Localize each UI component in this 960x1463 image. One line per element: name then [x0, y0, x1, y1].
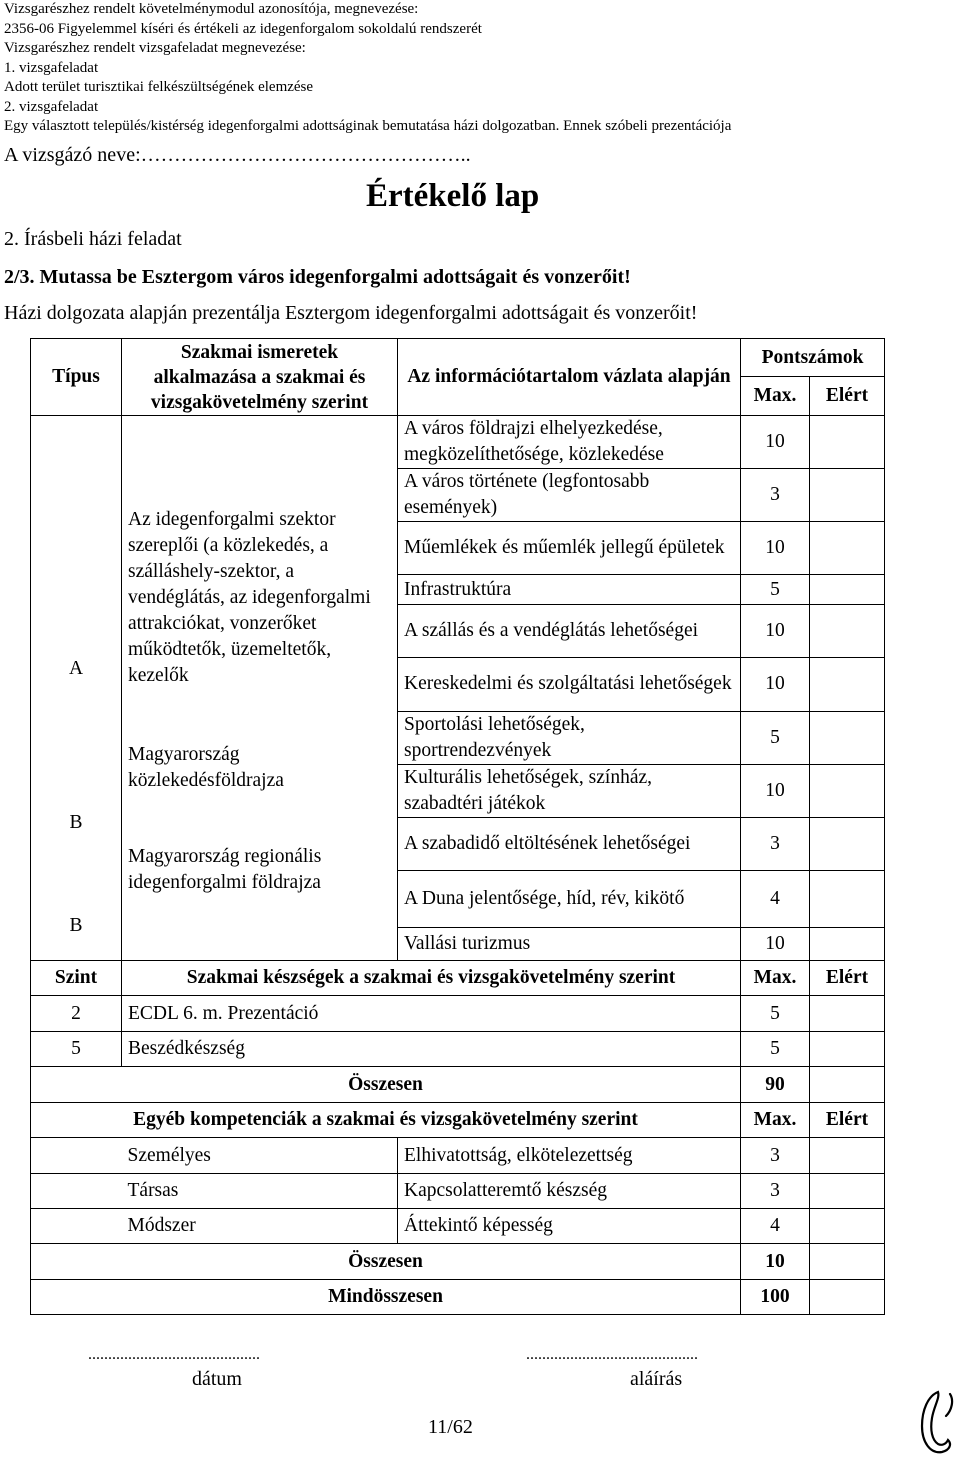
knowledge-item: Az idegenforgalmi szektor szereplői (a közlekedés, a szálláshely-szektor, a vendéglátás, az idegenforgalmi attrakciókat, vonzerőket működtetők, üzemeltetők, kezelők [128, 509, 371, 686]
task-sub: Házi dolgozata alapján prezentálja Esztergom idegenforgalmi adottságait és vonzerőit! [4, 302, 698, 324]
header-line: Vizsgarészhez rendelt vizsgafeladat megnevezése: [4, 40, 306, 56]
max-cell: 3 [741, 817, 810, 870]
total-row [31, 1067, 885, 1103]
type-b: B [69, 812, 83, 833]
comp-category: Módszer [122, 1209, 398, 1244]
page-title: Értékelő lap [366, 178, 540, 214]
header-line: 2356-06 Figyelemmel kíséri és értékeli az idegenforgalom sokoldalú rendszerét [4, 20, 482, 37]
task-label: 2. Írásbeli házi feladat [4, 228, 182, 250]
skills-header: Szakmai készségek a szakmai és vizsgakövetelmény szerint [122, 961, 741, 996]
header-line: Adott terület turisztikai felkészültségének elemzése [4, 79, 314, 95]
table-row [31, 996, 885, 1032]
comp-header-row [31, 1103, 885, 1138]
signature-field[interactable]: ........................................... [526, 1346, 698, 1363]
comp-header: Egyéb kompetenciák a szakmai és vizsgakövetelmény szerint [31, 1103, 741, 1138]
task-main: 2/3. Mutassa be Esztergom város idegenforgalmi adottságait és vonzerőit! [4, 266, 631, 288]
grand-total-value: 100 [741, 1280, 810, 1315]
max-header: Max. [741, 377, 810, 416]
table-row [31, 1174, 885, 1209]
achieved-cell[interactable] [810, 416, 885, 469]
achieved-cell[interactable] [810, 927, 885, 960]
topic-cell: A Duna jelentősége, híd, rév, kikötő [398, 870, 741, 927]
achieved-cell[interactable] [810, 575, 885, 605]
page-number: 11/62 [428, 1416, 473, 1438]
topic-cell: Műemlékek és műemlék jellegű épületek [398, 522, 741, 575]
max-cell: 5 [741, 996, 810, 1032]
topic-cell: Kulturális lehetőségek, színház, szabadtéri játékok [398, 764, 741, 817]
module-header [4, 0, 954, 137]
max-cell: 10 [741, 605, 810, 658]
achieved-cell[interactable] [810, 1244, 885, 1280]
table-row [31, 1032, 885, 1067]
header-line: Egy választott település/kistérség idegenforgalmi adottságinak bemutatása házi dolgozatban. Ennek szóbeli prezentációja [4, 118, 732, 134]
achieved-cell[interactable] [810, 711, 885, 764]
achieved-cell[interactable] [810, 1209, 885, 1244]
topic-cell: A város története (legfontosabb események) [398, 469, 741, 522]
evaluation-table [30, 338, 885, 1315]
achieved-cell[interactable] [810, 817, 885, 870]
max-cell: 10 [741, 764, 810, 817]
max-cell: 10 [741, 416, 810, 469]
max-cell: 10 [741, 522, 810, 575]
achieved-header: Elért [810, 1103, 885, 1138]
total-label: Összesen [31, 1244, 741, 1280]
candidate-name-field: A vizsgázó neve:………………………………………….. [4, 144, 471, 166]
max-cell: 10 [741, 927, 810, 960]
date-field[interactable]: ........................................... [88, 1346, 260, 1363]
topic-cell: Kereskedelmi és szolgáltatási lehetőségek [398, 658, 741, 711]
knowledge-item: Magyarország regionális idegenforgalmi földrajza [128, 846, 322, 893]
achieved-cell[interactable] [810, 1067, 885, 1103]
comp-name: Kapcsolatteremtő készség [398, 1174, 741, 1209]
grand-total-row [31, 1280, 885, 1315]
header-line: Vizsgarészhez rendelt követelménymodul azonosítója, megnevezése: [4, 1, 419, 17]
max-cell: 3 [741, 469, 810, 522]
max-header: Max. [741, 961, 810, 996]
max-cell: 4 [741, 870, 810, 927]
achieved-cell[interactable] [810, 658, 885, 711]
skill-name: ECDL 6. m. Prezentáció [122, 996, 741, 1032]
achieved-cell[interactable] [810, 469, 885, 522]
achieved-cell[interactable] [810, 764, 885, 817]
table-row [31, 1138, 885, 1174]
total-value: 90 [741, 1067, 810, 1103]
knowledge-item: Magyarország közlekedésföldrajza [128, 744, 284, 791]
achieved-header: Elért [810, 961, 885, 996]
topic-cell: A szabadidő eltöltésének lehetőségei [398, 817, 741, 870]
achieved-cell[interactable] [810, 1280, 885, 1315]
max-cell: 5 [741, 575, 810, 605]
header-line: 2. vizsgafeladat [4, 98, 99, 115]
comp-category: Társas [122, 1174, 398, 1209]
achieved-cell[interactable] [810, 1138, 885, 1174]
table-row [31, 1209, 885, 1244]
comp-name: Elhivatottság, elkötelezettség [398, 1138, 741, 1174]
achieved-cell[interactable] [810, 605, 885, 658]
max-cell: 10 [741, 658, 810, 711]
type-a: A [68, 658, 84, 679]
achieved-header: Elért [810, 377, 885, 416]
type-b: B [69, 915, 83, 936]
total-row [31, 1244, 885, 1280]
max-cell: 5 [741, 711, 810, 764]
achieved-cell[interactable] [810, 996, 885, 1032]
max-header: Max. [741, 1103, 810, 1138]
topic-cell: A város földrajzi elhelyezkedése, megközelíthetősége, közlekedése [398, 416, 741, 469]
date-label: dátum [192, 1368, 242, 1390]
header-line: 1. vizsgafeladat [4, 59, 99, 76]
skills-header-row [31, 961, 885, 996]
skill-name: Beszédkészség [122, 1032, 741, 1067]
signature-label: aláírás [630, 1368, 683, 1390]
max-cell: 3 [741, 1138, 810, 1174]
max-cell: 3 [741, 1174, 810, 1209]
total-value: 10 [741, 1244, 810, 1280]
topic-cell: Sportolási lehetőségek, sportrendezvények [398, 711, 741, 764]
achieved-cell[interactable] [810, 1032, 885, 1067]
handwritten-signature [916, 1386, 960, 1463]
knowledge-header: Szakmai ismeretek alkalmazása a szakmai és vizsgakövetelmény szerint [122, 339, 398, 416]
achieved-cell[interactable] [810, 1174, 885, 1209]
points-header: Pontszámok [741, 339, 885, 377]
topic-cell: Infrastruktúra [398, 575, 741, 605]
comp-name: Áttekintő képesség [398, 1209, 741, 1244]
max-cell: 5 [741, 1032, 810, 1067]
level-cell: 5 [31, 1032, 122, 1067]
grand-total-label: Mindösszesen [31, 1280, 741, 1315]
type-cell [31, 416, 122, 961]
achieved-cell[interactable] [810, 522, 885, 575]
outline-header: Az információtartalom vázlata alapján [398, 339, 741, 416]
table-row [31, 416, 885, 469]
type-header: Típus [31, 339, 122, 416]
comp-category: Személyes [122, 1138, 398, 1174]
topic-cell: Vallási turizmus [398, 927, 741, 960]
level-header: Szint [31, 961, 122, 996]
table-head-row [31, 339, 885, 377]
level-cell: 2 [31, 996, 122, 1032]
topic-cell: A szállás és a vendéglátás lehetőségei [398, 605, 741, 658]
achieved-cell[interactable] [810, 870, 885, 927]
max-cell: 4 [741, 1209, 810, 1244]
total-label: Összesen [31, 1067, 741, 1103]
knowledge-cell [122, 416, 398, 961]
